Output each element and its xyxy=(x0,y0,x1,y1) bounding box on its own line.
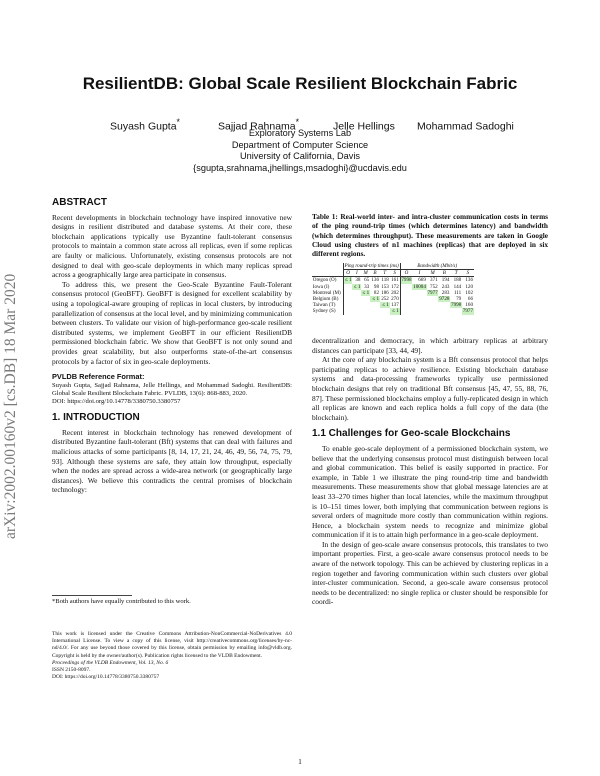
bw-col-header: B xyxy=(438,270,450,277)
license-block xyxy=(52,631,292,681)
ping-cell xyxy=(343,308,352,314)
right-p3: In the design of geo-scale aware consensus protocols, this translates to two important properties. First, a geo-scale aware consensus protocol needs to be aware of the network topology. This can be achieved by clustering replicas in a region together and favoring communication within such clusters over global inter-cluster communication. Second, a geo-scale aware consensus protocol needs to be decentralized: no single replica or cluster should be responsible for coordi- xyxy=(312,539,548,607)
table-row xyxy=(312,308,474,314)
license-doi[interactable]: DOI: https://doi.org/10.14778/3380750.3380757 xyxy=(52,674,160,681)
ping-cell: 202 xyxy=(391,289,399,296)
ping-col-header: O xyxy=(343,270,352,277)
row-label: Belgium (B) xyxy=(312,296,339,303)
row-label: Sydney (S) xyxy=(312,308,336,315)
arxiv-stamp: arXiv:2002.00160v2 [cs.DB] 18 Mar 2020 xyxy=(2,273,19,539)
abstract-p2: To address this, we present the Geo-Scale Byzantine Fault-Tolerant consensus protocol (GeoBFT). GeoBFT is designed for excellent scalability by using a topological-aware grouping of replicas in local clusters, by introducing parallelization of consensus at the local level, and by minimizing communication between clusters. To validate our vision of high-performance geo-scale resilient distributed systems, we implement GeoBFT in our efficient ResilientDB permissioned blockchain fabric. We show that GeoBFT is not only sound and provides great scalability, but also outperforms state-of-the-art consensus protocols by a factor of six in geo-scale deployments. xyxy=(52,279,292,366)
row-label: Iowa (I) xyxy=(312,283,330,290)
affiliation xyxy=(0,128,600,174)
row-label: Oregon (O) xyxy=(312,277,337,284)
section-heading-1-1: 1.1 Challenges for Geo-scale Blockchains xyxy=(312,428,511,440)
intro-heading: 1. INTRODUCTION xyxy=(52,412,140,424)
bw-col-header: S xyxy=(462,270,474,277)
ping-col-header: T xyxy=(380,270,390,277)
issn: ISSN 2150-8097. xyxy=(52,667,91,674)
ping-cell: ≤ 1 xyxy=(370,296,380,302)
ping-cell: 65 xyxy=(364,277,370,284)
right-p1: At the core of any blockchain system is a Bft consensus protocol that helps participating replicas to achieve resilience. Existing blockchain database systems and data-processing frameworks typically use permissioned blockchain designs that rely on traditional Bft consensus [45, 47, 55, 88, 76, 87]. These permissioned blockchains employ a fully-replicated design in which all replicas are known and each replica holds a full copy of the data (the blockchain). xyxy=(312,355,548,422)
bw-cell xyxy=(450,308,462,314)
pvldb-doi[interactable]: DOI: https://doi.org/10.14778/3380750.3380757 xyxy=(52,398,181,406)
ping-cell: 153 xyxy=(381,283,389,290)
author-2: Sajjad Rahnama* xyxy=(218,117,300,133)
affiliation-dept: Department of Computer Science xyxy=(231,139,369,150)
abstract-p1: Recent developments in blockchain technology have inspired innovative new designs in resilient distributed and database systems. At their core, these blockchain applications typically use Byzantine fault-tolerant consensus protocols to maintain a common state across all replicas, even if some replicas are faulty or malicious. Unfortunately, existing consensus protocols are not designed to deal with geo-scale deployments in which many replicas spread across a geographically large area participate in consensus. xyxy=(52,212,292,280)
right-p0: decentralization and democracy, in which arbitrary replicas at arbitrary distances can participate [33, 44, 49]. xyxy=(312,336,548,355)
page-number: 1 xyxy=(298,757,302,766)
bw-cell: 7977 xyxy=(427,289,438,296)
author-1: Suyash Gupta* xyxy=(110,117,180,133)
ping-cell: 118 xyxy=(381,277,389,284)
bw-cell: 10004 xyxy=(413,283,426,290)
right-column xyxy=(312,336,548,607)
ping-cell: 82 xyxy=(373,289,379,296)
table-container xyxy=(312,263,548,315)
bw-cell: 66 xyxy=(467,296,473,303)
bw-cell: 102 xyxy=(465,289,473,296)
ping-cell: ≤ 1 xyxy=(362,289,370,296)
group-ping-header: Ping round-trip times (ms) xyxy=(344,263,399,269)
bw-cell: 7977 xyxy=(462,308,473,315)
pvldb-heading: PVLDB Reference Format: xyxy=(52,372,145,382)
ping-col-header: B xyxy=(370,270,380,277)
bw-cell xyxy=(412,308,426,314)
ping-cell: 252 xyxy=(381,296,389,303)
affiliation-univ: University of California, Davis xyxy=(240,151,360,161)
table-row xyxy=(312,277,474,284)
author-4: Mohammad Sadoghi xyxy=(417,120,514,133)
pvldb-text: Suyash Gupta, Sajjad Rahnama, Jelle Hellings, and Mohammad Sadoghi. ResilientDB: Global Scale Resilient Blockchain Fabric. PVLDB, 13(6): 868-883, 2020. xyxy=(52,381,292,397)
ping-cell: ≤ 1 xyxy=(353,283,361,290)
bw-cell: 136 xyxy=(465,277,473,284)
bw-cell: 188 xyxy=(453,277,462,284)
ping-col-header: M xyxy=(361,270,370,277)
ping-cell: 136 xyxy=(371,277,379,284)
ping-cell xyxy=(361,308,370,314)
footnote-rule xyxy=(52,595,132,596)
bw-cell: 7998 xyxy=(451,302,462,309)
bw-cell: 669 xyxy=(418,277,426,284)
bw-cell: 79 xyxy=(456,296,462,303)
ping-cell: 270 xyxy=(391,296,399,303)
paper-title: ResilientDB: Global Scale Resilient Blockchain Fabric xyxy=(82,74,518,93)
table-caption: Table 1: Real-world inter- and intra-cluster communication costs in terms of the ping round-trip times (which determines latency) and bandwidth (which determines throughput). These measurements are taken in Google Cloud using clusters of n1 machines (replicas) that are deployed in six different regions. xyxy=(312,212,548,259)
bw-cell xyxy=(427,308,439,314)
ping-cell: 98 xyxy=(373,283,379,290)
ping-cell: 137 xyxy=(391,302,399,309)
bw-cell: 243 xyxy=(441,283,450,290)
right-p2: To enable geo-scale deployment of a permissioned blockchain system, we believe that the underlying consensus protocol must distinguish between local and global communication. This belief is easily supported in practice. For example, in Table 1 we illustrate the ping round-trip time and bandwidth measurements. These measurements show that global message latencies are at least 33–270 times higher than local latencies, while the maximum throughput is 10–151 times lower, both implying that communication between regions is several orders of magnitude more costly than communication within regions. Hence, a blockchain system needs to recognize and minimize global communication if it is to attain high performance in a geo-scale deployment. xyxy=(312,443,548,540)
bw-cell: 144 xyxy=(453,283,462,290)
abstract-heading: ABSTRACT xyxy=(52,197,107,208)
footnote: *Both authors have equally contributed to this work. xyxy=(52,598,191,605)
bw-cell xyxy=(400,308,412,314)
bw-cell: 752 xyxy=(430,283,438,290)
ping-col-header: I xyxy=(352,270,361,277)
ping-cell xyxy=(370,308,380,314)
affiliation-emails: {sgupta,srahnama,jhellings,msadoghi}@ucdavis.edu xyxy=(193,162,407,173)
bw-cell: 111 xyxy=(453,289,462,296)
bw-cell: 160 xyxy=(465,302,473,309)
ping-cell: 186 xyxy=(381,289,389,296)
row-label: Montreal (M) xyxy=(312,289,341,296)
author-3: Jelle Hellings xyxy=(333,120,395,133)
intro-p1: Recent interest in blockchain technology has renewed development of distributed Byzantine fault-tolerant (Bft) systems that can deal with failures and malicious attacks of some participants [8, 14, 17, 21, 24, 46, 49, 56, 74, 75, 79, 93]. Although these systems are safe, they attain low throughput, especially when the nodes are spread across a wide-area network (or geographically large distances). We believe this contradicts the central promises of blockchain technology: xyxy=(52,427,292,495)
bw-cell: 120 xyxy=(465,283,473,290)
bw-col-header: T xyxy=(450,270,462,277)
bw-cell: 283 xyxy=(441,289,450,296)
bw-col-header: I xyxy=(412,270,426,277)
ping-col-header: S xyxy=(390,270,400,277)
affiliation-lab: Exploratory Systems Lab xyxy=(248,128,352,138)
ping-cell: 33 xyxy=(364,283,370,290)
latency-bandwidth-table xyxy=(312,263,474,315)
column-header-row xyxy=(312,270,474,277)
row-label: Taiwan (T) xyxy=(312,302,336,309)
group-bw-header: Bandwidth (Mbit/s) xyxy=(400,263,474,270)
ping-cell xyxy=(380,308,390,314)
bw-cell: 9728 xyxy=(439,296,450,303)
bw-cell: 7998 xyxy=(401,277,412,284)
proceedings: Proceedings of the VLDB Endowment, Vol. 13, No. 6 xyxy=(52,659,169,666)
bw-cell: 194 xyxy=(441,277,450,284)
row-label-header xyxy=(312,270,343,277)
bw-col-header: M xyxy=(427,270,439,277)
ping-cell: 161 xyxy=(391,277,399,284)
ping-cell xyxy=(352,308,361,314)
ping-cell: 38 xyxy=(355,277,361,284)
license-text: This work is licensed under the Creative Commons Attribution-NonCommercial-NoDerivatives 4.0 International License. To view a copy of this license, visit http://creativecommons.org/licenses/by-nc-nd/4.0/. For any use beyond those covered by this license, obtain permission by emailing info@vldb.org. Copyright is held by the owner/author(s). Publication rights licensed to the VLDB Endowment. xyxy=(52,631,292,659)
ping-cell: ≤ 1 xyxy=(390,308,400,314)
bw-cell: 371 xyxy=(430,277,438,284)
bw-cell xyxy=(438,308,450,314)
ping-cell: ≤ 1 xyxy=(345,277,352,284)
left-column xyxy=(52,198,292,495)
ping-cell: ≤ 1 xyxy=(380,302,390,308)
bw-col-header: O xyxy=(400,270,412,277)
ping-cell: 172 xyxy=(391,283,399,290)
